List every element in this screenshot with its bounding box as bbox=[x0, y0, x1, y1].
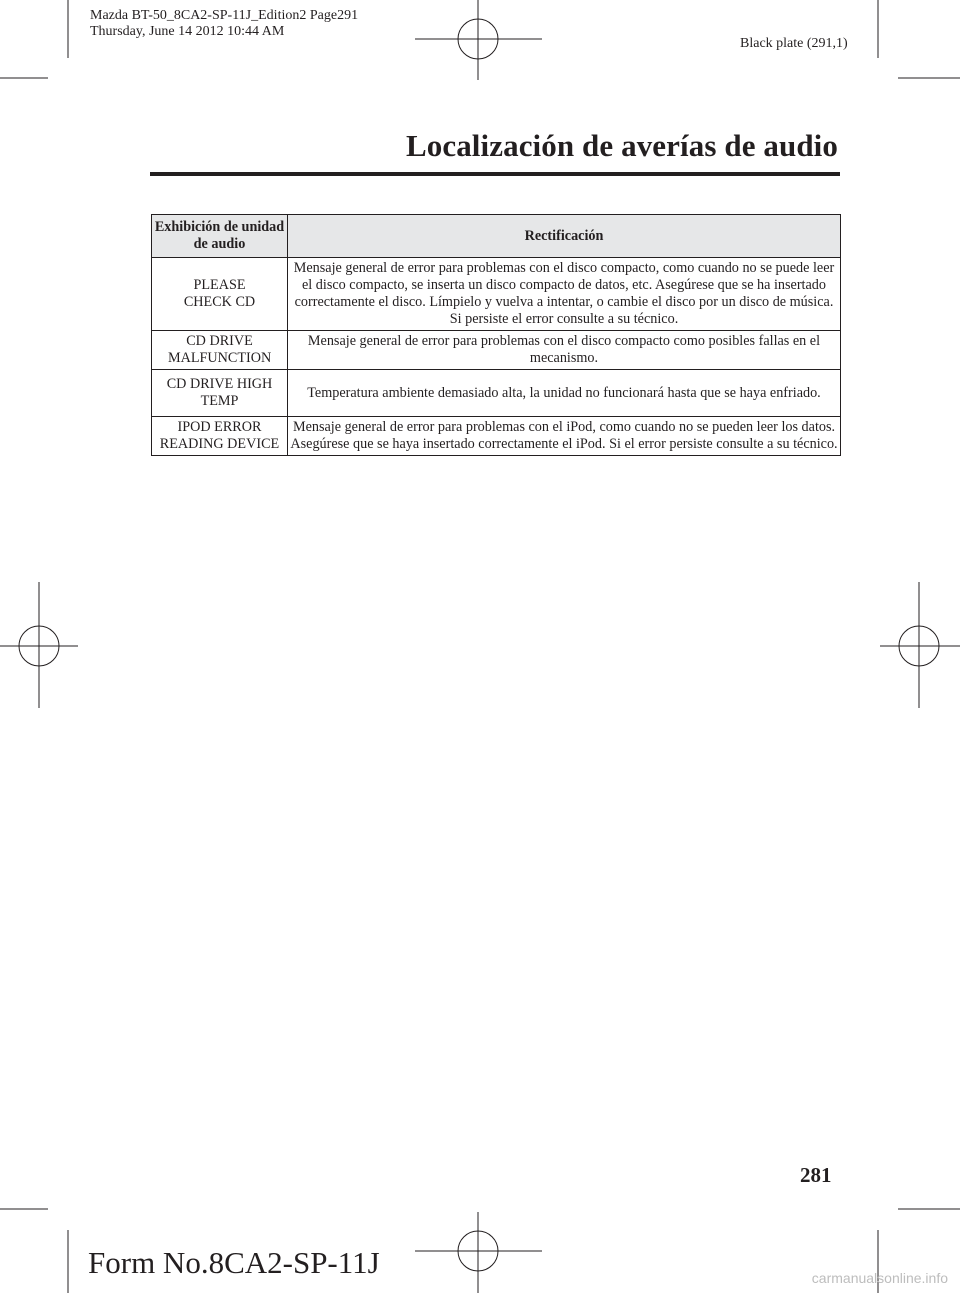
table-row bbox=[152, 417, 841, 456]
column-header-fix: Rectificación bbox=[288, 215, 841, 258]
print-header-date: Thursday, June 14 2012 10:44 AM bbox=[90, 24, 285, 39]
column-header-display: Exhibición de unidad de audio bbox=[152, 215, 288, 258]
fix-cell: Mensaje general de error para problemas con el iPod, como cuando no se pueden leer los datos. Asegúrese que se haya insertado correctamente el iPod. Si el error persiste consulte a su técnico. bbox=[288, 417, 841, 456]
plate-label: Black plate (291,1) bbox=[740, 36, 848, 51]
title-rule bbox=[150, 172, 840, 176]
fix-cell: Temperatura ambiente demasiado alta, la unidad no funcionará hasta que se haya enfriado. bbox=[288, 370, 841, 417]
table-header-row bbox=[152, 215, 841, 258]
display-cell: PLEASE CHECK CD bbox=[152, 258, 288, 331]
table-row bbox=[152, 258, 841, 331]
print-header-file: Mazda BT-50_8CA2-SP-11J_Edition2 Page291 bbox=[90, 8, 359, 23]
fix-cell: Mensaje general de error para problemas con el disco compacto, como cuando no se puede leer el disco compacto, se inserta un disco compacto de datos, etc. Asegúrese que se ha insertado correctamente el disco. Límpielo y vuelva a intentar, o cambie el disco por un disco de música. Si persiste el error consulte a su técnico. bbox=[288, 258, 841, 331]
table-row bbox=[152, 331, 841, 370]
display-cell: CD DRIVE HIGH TEMP bbox=[152, 370, 288, 417]
display-cell: IPOD ERROR READING DEVICE bbox=[152, 417, 288, 456]
troubleshooting-table bbox=[151, 214, 841, 456]
fix-cell: Mensaje general de error para problemas con el disco compacto como posibles fallas en el mecanismo. bbox=[288, 331, 841, 370]
watermark: carmanualsonline.info bbox=[811, 1270, 948, 1286]
form-number: Form No.8CA2-SP-11J bbox=[88, 1245, 380, 1280]
section-title: Localización de averías de audio bbox=[405, 128, 838, 163]
table-row bbox=[152, 370, 841, 417]
display-cell: CD DRIVE MALFUNCTION bbox=[152, 331, 288, 370]
page-number: 281 bbox=[800, 1163, 832, 1187]
